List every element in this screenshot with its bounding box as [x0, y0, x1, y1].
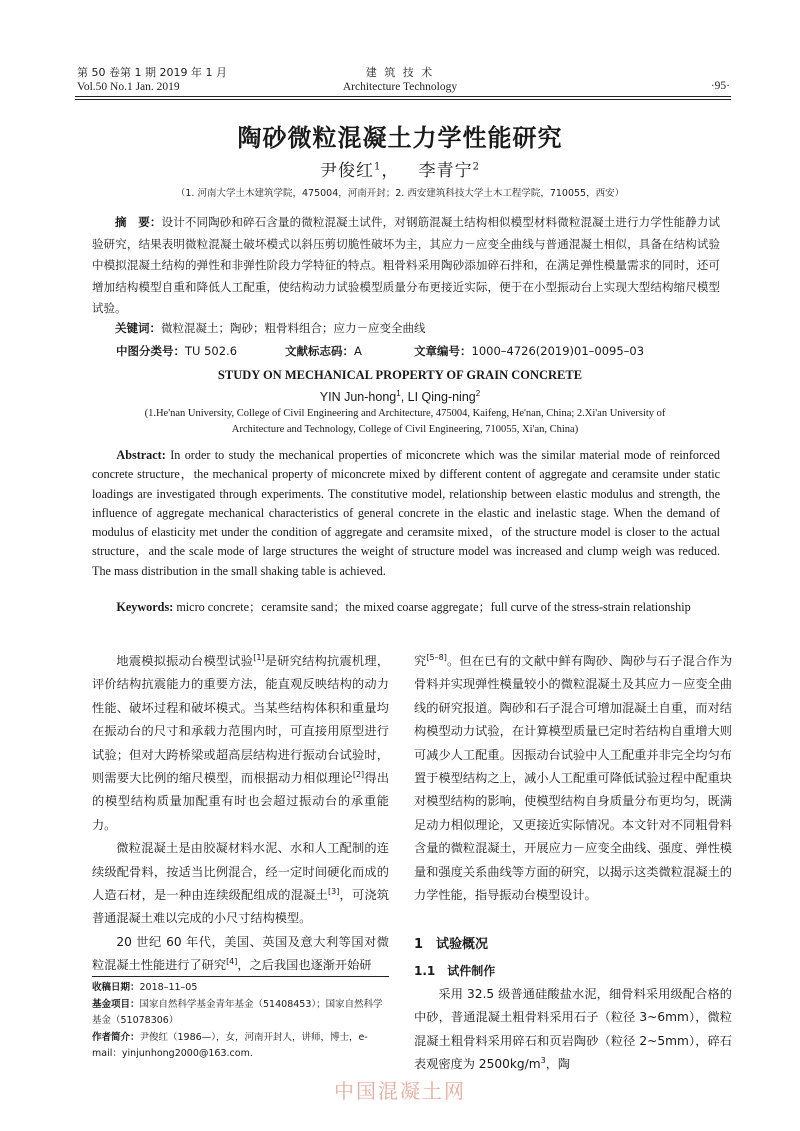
watermark: 中国混凝土网: [334, 1079, 466, 1103]
author-1: 尹俊红: [320, 161, 375, 181]
author-1-affil: 1: [374, 161, 382, 173]
journal-name-cn: 建 筑 技 术: [365, 66, 435, 79]
footnote-rule: [92, 976, 389, 977]
fund-info: 基金项目：国家自然科学基金青年基金（51408453）；国家自然科学基金（51078306）: [92, 998, 383, 1026]
paragraph: 地震模拟振动台模型试验[1]是研究结构抗震机理，评价结构抗震能力的重要方法，能直观反映结构的动力性能、破坏过程和破坏模式。当某些结构体积和重量均在振动台的尺寸和承载力范围内时，可直接用原型进行试验；但对大跨桥梁或超高层结构进行振动台试验时，则需要大比例的缩尺模型，而根据动力相似理论[2]得出的模型结构质量加配重有时也会超过振动台的承重能力。: [92, 652, 390, 832]
keywords-en-label: Keywords:: [116, 600, 174, 614]
doc-code: 文献标志码：A: [285, 344, 362, 358]
english-title: STUDY ON MECHANICAL PROPERTY OF GRAIN CONCRETE: [217, 368, 583, 382]
paragraph: 采用 32.5 级普通硅酸盐水泥，细骨料采用级配合格的中砂，普通混凝土粗骨料采用石子（粒径 3~6mm），微粒混凝土粗骨料采用碎石和页岩陶砂（粒径 2~5mm），碎石表观密度为 $2500kg/m^3$，陶: [414, 987, 732, 1072]
paragraph: 20 世纪 60 年代，美国、英国及意大利等国对微粒混凝土性能进行了研究[4]，之后我国也逐渐开始研: [92, 934, 389, 973]
journal-name-en: Architecture Technology: [342, 81, 458, 93]
author-line: [0, 156, 800, 181]
section-heading-1-1: 1.1 试件制作: [414, 964, 496, 978]
english-affiliation: [90, 406, 720, 438]
author-sep: ，: [381, 161, 400, 181]
header-rule-top: [75, 96, 731, 97]
paragraph: 微粒混凝土是由胶凝材料水泥、水和人工配制的连续级配骨料，按适当比例混合，经一定时间硬化而成的人造石材，是一种由连续级配组成的混凝土[3]，可浇筑普通混凝土难以完成的小尺寸结构模型。: [92, 841, 390, 926]
left-column: [92, 650, 389, 978]
right-column: [414, 650, 732, 907]
english-affiliation-line-2: Architecture and Technology, College of Civil Engineering, 710055, Xi'an, China): [231, 424, 579, 435]
affiliation: （1. 河南大学土木建筑学院，475004，河南开封；2. 西安建筑科技大学土木工程学院，710055，西安）: [175, 188, 625, 199]
paragraph: 究[5–8]。但在已有的文献中鲜有陶砂、陶砂与石子混合作为骨料并实现弹性模量较小的微粒混凝土及其应力－应变全曲线的研究报道。陶砂和石子混合可增加混凝土自重，而对结构模型动力试验，在计算模型质量已定时若结构自重增大则可减少人工配重。因振动台试验中人工配重并非完全均匀布置于模型结构之上，减小人工配重可降低试验过程中配重块对模型结构的影响，使模型结构自身质量分布更均匀，既满足动力相似理论，又更接近实际情况。本文针对不同粗骨料含量的微粒混凝土，开展应力－应变全曲线、强度、弹性模量和强度关系曲线等方面的研究，以揭示这类微粒混凝土的力学性能，指导振动台模型设计。: [414, 652, 733, 903]
keywords-cn-text: 微粒混凝土；陶砂；粗骨料组合；应力－应变全曲线: [161, 321, 426, 335]
author-2-affil: 2: [472, 161, 480, 173]
keywords-en-text: micro concrete；ceramsite sand；the mixed coarse aggregate；full curve of the stress-strain relationship: [176, 600, 691, 614]
english-affiliation-line-1: (1.He'nan University, College of Civil Engineering and Architecture, 475004, Kaifeng, He'nan, China; 2.Xi'an University of: [144, 408, 666, 419]
section-heading-1: 1 试验概况: [414, 937, 489, 952]
header-rule-bottom: [75, 99, 731, 100]
abstract-en: [92, 446, 720, 581]
page-number: ·95·: [710, 80, 730, 92]
abstract-cn: [92, 212, 720, 320]
header-issue-en: Vol.50 No.1 Jan. 2019: [77, 81, 180, 93]
abstract-en-text: In order to study the mechanical properties of miconcrete which was the similar material mode of reinforced concrete structure，the mechanical property of miconcrete mixed by different content of aggregate and ceramsite under static loadings are investigated through experiments. The constitutive model, relationship between elastic modulus and strength, the influence of aggregate mechanical characteristics of general concrete in the elastic and inelastic stage. When the demand of modulus of elasticity met under the condition of aggregate and ceramsite mixed，of the structure model is closer to the actual structure，and the scale mode of large structures the weight of structure model was increased and clump weigh was reduced. The mass distribution in the small shaking table is achieved.: [92, 448, 720, 578]
clc-number: 中图分类号：TU 502.6: [116, 344, 238, 358]
keywords-cn-label: 关键词：: [115, 321, 161, 335]
keywords-cn: [92, 318, 720, 340]
author-2: 李青宁: [418, 161, 473, 181]
header-issue-cn: 第 50 卷第 1 期 2019 年 1 月: [77, 66, 227, 79]
abstract-en-label: Abstract:: [116, 448, 166, 462]
english-authors: YIN Jun-hong$^1$, LI Qing-ning$^2$: [319, 389, 481, 405]
abstract-cn-label: 摘 要：: [115, 215, 162, 229]
keywords-en: [92, 598, 720, 617]
paper-title: 陶砂微粒混凝土力学性能研究: [237, 124, 563, 152]
footnote: [92, 980, 389, 1063]
received-date: 收稿日期：2018–11–05: [92, 982, 198, 993]
article-number: 文章编号：1000–4726(2019)01–0095–03: [414, 344, 645, 358]
author-bio: 作者简介：尹俊红（1986—），女，河南开封人，讲师，博士，e-mail：yinjunhong2000@163.com.: [92, 1031, 368, 1059]
right-column-cont: [414, 983, 732, 1077]
abstract-cn-text: 设计不同陶砂和碎石含量的微粒混凝土试件，对钢筋混凝土结构相似模型材料微粒混凝土进行力学性能静力试验研究，结果表明微粒混凝土破坏模式以斜压剪切脆性破坏为主，其应力－应变全曲线与普通混凝土相似，具备在结构试验中模拟混凝土结构的弹性和非弹性阶段力学特征的特点。粗骨料采用陶砂添加碎石拌和，在满足弹性模量需求的同时，还可增加结构模型自重和降低人工配重，使结构动力试验模型质量分布更接近实际，便于在小型振动台上实现大型结构缩尺模型试验。: [92, 215, 721, 315]
